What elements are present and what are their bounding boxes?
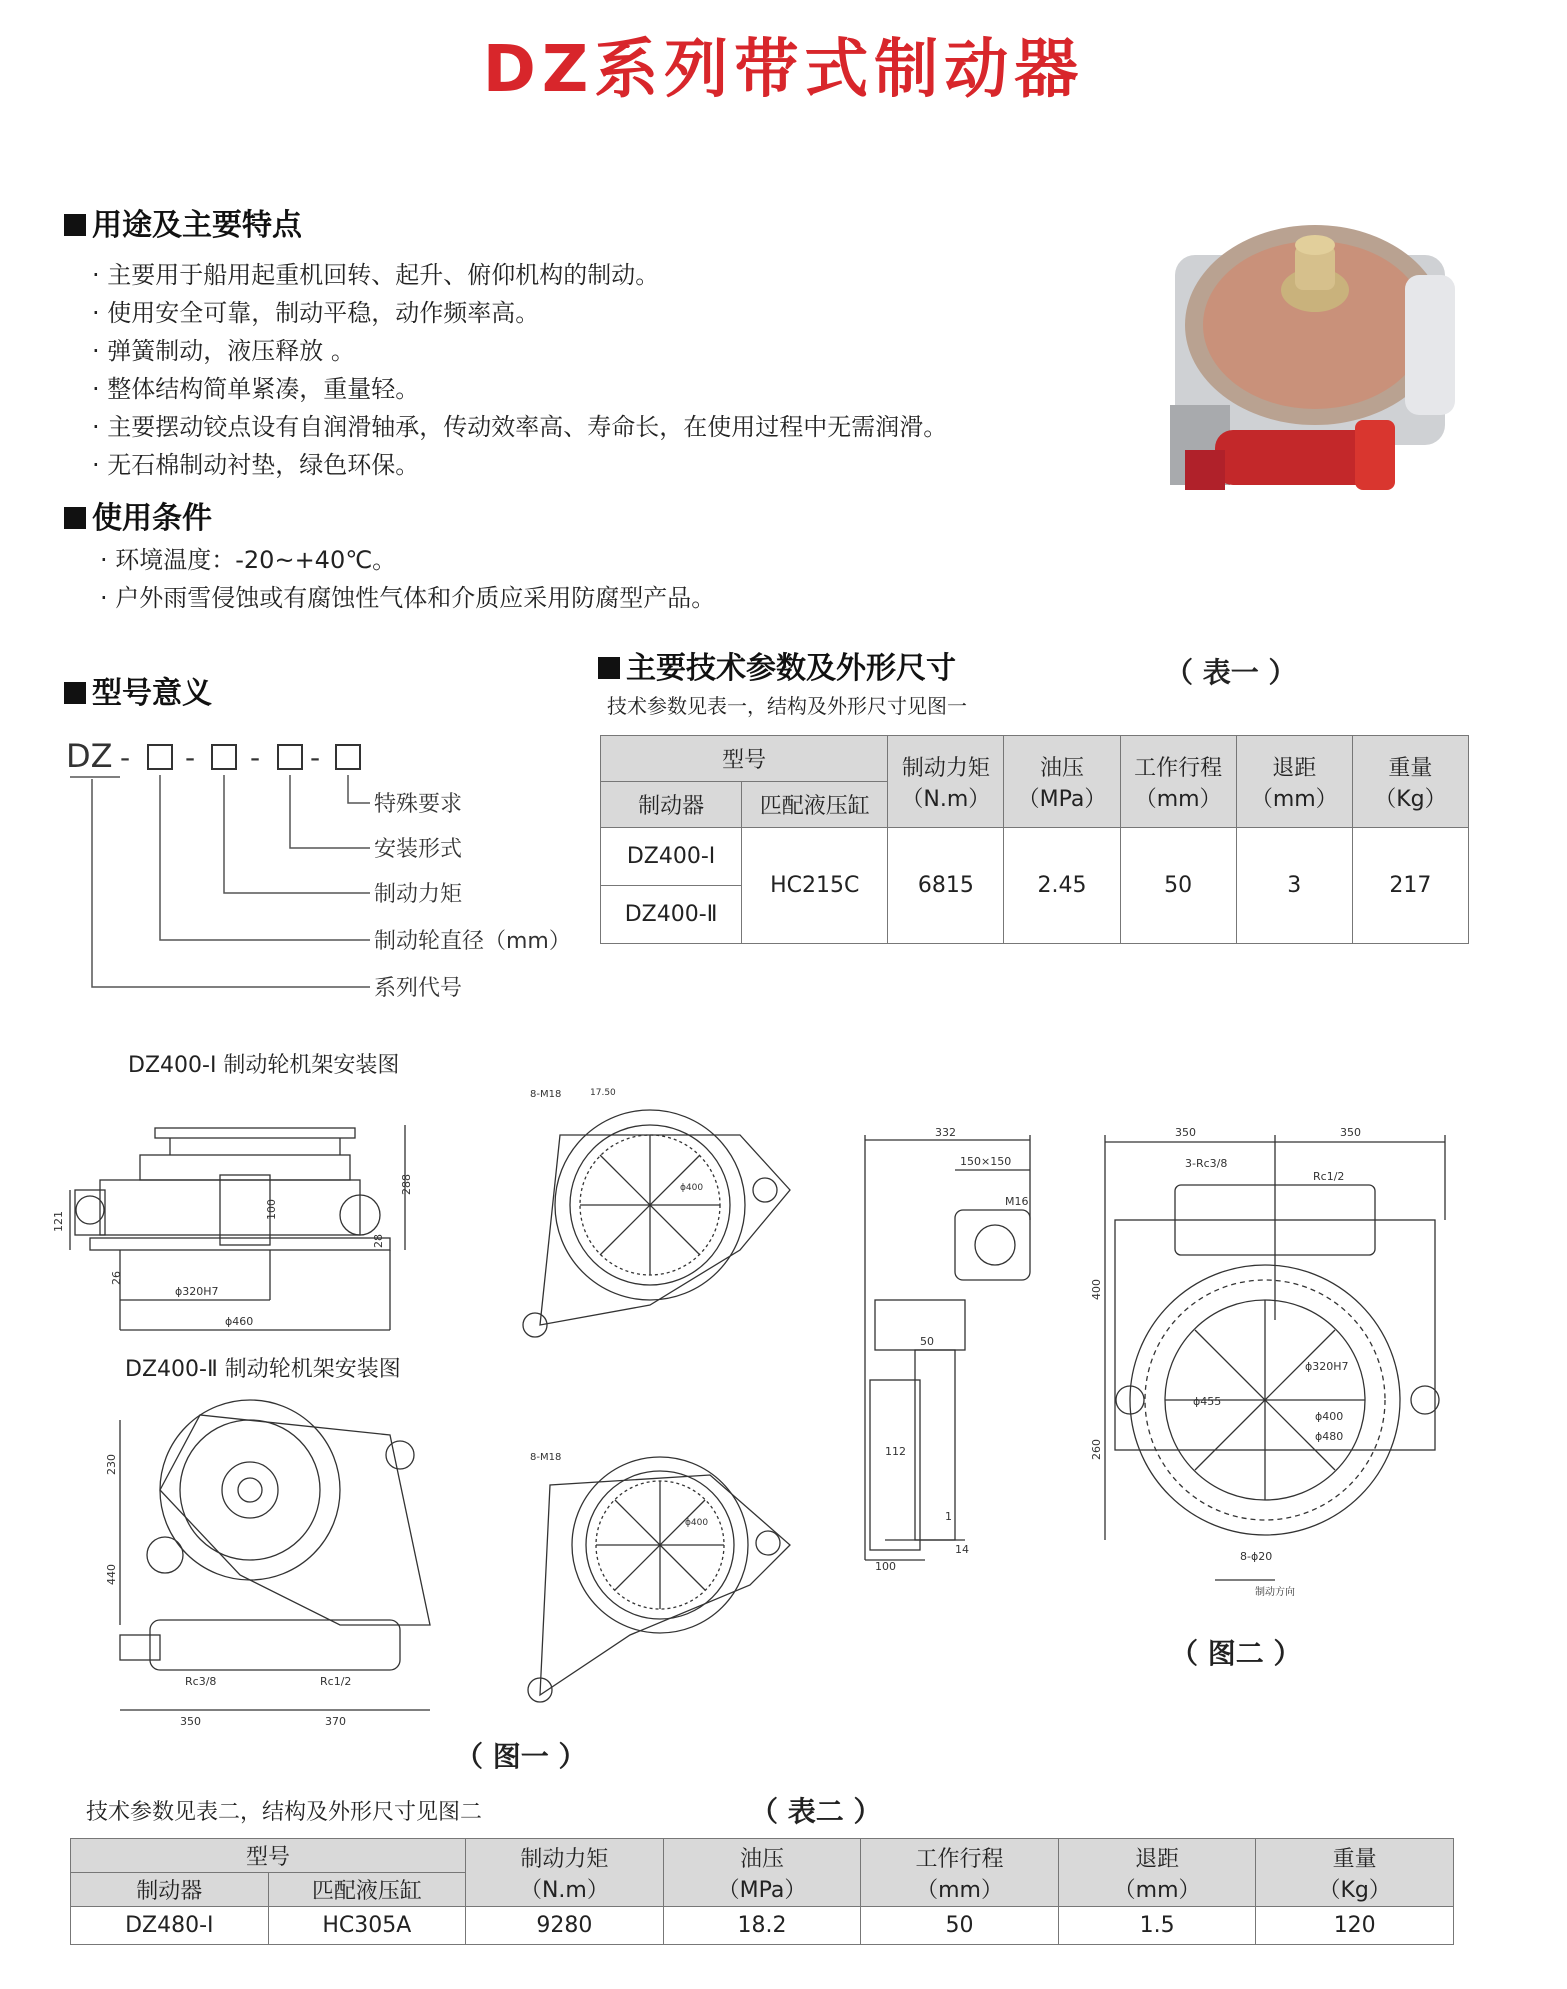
square-bullet-icon: [64, 214, 86, 236]
fig1b-side-view: [100, 1395, 460, 1735]
code-label: 特殊要求: [374, 792, 463, 817]
svg-text:ϕ460: ϕ460: [225, 1315, 254, 1328]
conditions-list: [100, 541, 715, 617]
svg-text:-: -: [250, 741, 261, 774]
specs-note: 技术参数见表一，结构及外形尺寸见图一: [607, 694, 967, 718]
svg-text:150×150: 150×150: [960, 1155, 1012, 1168]
page-title: DZ系列带式制动器: [482, 33, 1085, 107]
table1-value-cell: 2.45: [1004, 828, 1120, 944]
table1-col-header: 退距 （mm）: [1236, 736, 1352, 828]
table1-brake-header: 制动器: [601, 782, 742, 828]
table2-label: （ 表二 ）: [750, 1795, 882, 1828]
square-bullet-icon: [598, 657, 620, 679]
code-label: 安装形式: [374, 837, 463, 862]
condition-item: · 户外雨雪侵蚀或有腐蚀性气体和介质应采用防腐型产品。: [100, 584, 716, 612]
svg-text:3-Rc3/8: 3-Rc3/8: [1185, 1157, 1228, 1170]
table2-value-cell: 9280: [466, 1907, 664, 1945]
table2-cylinder-header: 匹配液压缸: [268, 1873, 466, 1907]
table2-col-header: 工作行程 （mm）: [861, 1839, 1059, 1907]
feature-item: · 主要摆动铰点设有自润滑轴承，传动效率高、寿命长，在使用过程中无需润滑。: [92, 413, 948, 441]
table2-col-header: 重量 （Kg）: [1256, 1839, 1454, 1907]
svg-text:350: 350: [180, 1715, 201, 1728]
svg-text:28: 28: [372, 1234, 385, 1248]
svg-text:ϕ400: ϕ400: [685, 1518, 709, 1528]
table2-col-header: 制动力矩 （N.m）: [466, 1839, 664, 1907]
table1-value-cell: 217: [1352, 828, 1468, 944]
svg-text:440: 440: [105, 1564, 118, 1585]
conditions-heading: 使用条件: [64, 493, 212, 537]
svg-text:370: 370: [325, 1715, 346, 1728]
table2-cylinder-cell: HC305A: [268, 1907, 466, 1945]
fig1a-side-view: [52, 1120, 440, 1330]
brake-product-photo: [1155, 215, 1475, 505]
code-label: 制动轮直径（mm）: [374, 929, 571, 954]
table1-col-header: 油压 （MPa）: [1004, 736, 1120, 828]
table2-note: 技术参数见表二，结构及外形尺寸见图二: [86, 1800, 483, 1825]
feature-item: · 整体结构简单紧凑，重量轻。: [92, 375, 420, 403]
table2-value-cell: 50: [861, 1907, 1059, 1945]
code-label: 系列代号: [374, 976, 463, 1001]
table1-cylinder-cell: HC215C: [742, 828, 888, 944]
svg-text:-: -: [120, 741, 131, 774]
table1-brake-cell: DZ400-Ⅰ: [601, 828, 742, 886]
feature-item: · 使用安全可靠，制动平稳，动作频率高。: [92, 299, 540, 327]
fig1a-front-view: [500, 1075, 810, 1345]
features-heading: 用途及主要特点: [64, 200, 302, 244]
table2: [70, 1838, 1454, 1945]
table1-model-header: 型号: [601, 736, 888, 782]
table1-value-cell: 3: [1236, 828, 1352, 944]
fig2-caption: （ 图二 ）: [1170, 1637, 1302, 1670]
svg-text:1: 1: [945, 1510, 952, 1523]
svg-text:288: 288: [400, 1174, 413, 1195]
svg-text:ϕ480: ϕ480: [1315, 1430, 1344, 1443]
svg-text:8-M18: 8-M18: [530, 1089, 562, 1100]
svg-text:14: 14: [955, 1543, 969, 1556]
svg-text:制动方向: 制动方向: [1255, 1587, 1295, 1598]
table1-brake-cell: DZ400-Ⅱ: [601, 886, 742, 944]
svg-text:M16: M16: [1005, 1195, 1029, 1208]
fig1b-label: DZ400-Ⅱ 制动轮机架安装图: [125, 1357, 401, 1382]
svg-text:-: -: [310, 741, 321, 774]
table1-value-cell: 6815: [888, 828, 1004, 944]
svg-text:332: 332: [935, 1126, 956, 1139]
table2-brake-header: 制动器: [71, 1873, 269, 1907]
specs-heading: 主要技术参数及外形尺寸: [598, 643, 956, 687]
svg-text:350: 350: [1175, 1126, 1196, 1139]
fig1-caption: （ 图一 ）: [455, 1740, 587, 1773]
code-label: 制动力矩: [374, 882, 463, 907]
svg-text:112: 112: [885, 1445, 906, 1458]
svg-text:350: 350: [1340, 1126, 1361, 1139]
fig1a-label: DZ400-Ⅰ 制动轮机架安装图: [128, 1053, 400, 1078]
table1-cylinder-header: 匹配液压缸: [742, 782, 888, 828]
model-code-prefix: DZ: [66, 737, 113, 775]
svg-text:Rc1/2: Rc1/2: [1313, 1170, 1345, 1183]
table1-col-header: 工作行程 （mm）: [1120, 736, 1236, 828]
svg-text:8-M18: 8-M18: [530, 1452, 562, 1463]
svg-text:Rc1/2: Rc1/2: [320, 1675, 352, 1688]
svg-text:26: 26: [110, 1271, 123, 1285]
svg-text:-: -: [185, 741, 196, 774]
svg-text:50: 50: [920, 1335, 934, 1348]
table1-value-cell: 50: [1120, 828, 1236, 944]
svg-text:ϕ400: ϕ400: [1315, 1410, 1344, 1423]
square-bullet-icon: [64, 682, 86, 704]
svg-text:400: 400: [1090, 1279, 1103, 1300]
feature-item: · 弹簧制动，液压释放 。: [92, 337, 355, 365]
svg-text:121: 121: [52, 1211, 65, 1232]
fig2-front-view: [1075, 1120, 1465, 1610]
table1: [600, 735, 1469, 944]
model-code-diagram: [60, 735, 600, 1015]
feature-item: · 无石棉制动衬垫，绿色环保。: [92, 451, 420, 479]
table2-col-header: 油压 （MPa）: [663, 1839, 861, 1907]
svg-text:230: 230: [105, 1454, 118, 1475]
svg-text:100: 100: [875, 1560, 896, 1573]
square-bullet-icon: [64, 507, 86, 529]
table2-value-cell: 1.5: [1058, 1907, 1256, 1945]
svg-text:260: 260: [1090, 1439, 1103, 1460]
model-meaning-heading: 型号意义: [64, 668, 212, 712]
table2-value-cell: 18.2: [663, 1907, 861, 1945]
svg-text:8-ϕ20: 8-ϕ20: [1240, 1550, 1273, 1563]
fig1b-front-view: [510, 1435, 810, 1715]
table1-col-header: 重量 （Kg）: [1352, 736, 1468, 828]
features-list: [92, 256, 947, 484]
table2-model-header: 型号: [71, 1839, 466, 1873]
table1-col-header: 制动力矩 （N.m）: [888, 736, 1004, 828]
condition-item: · 环境温度：-20~+40℃。: [100, 546, 397, 574]
svg-text:ϕ455: ϕ455: [1193, 1395, 1222, 1408]
fig2-side-view: [855, 1120, 1045, 1573]
svg-text:17.50: 17.50: [590, 1088, 616, 1098]
table2-brake-cell: DZ480-Ⅰ: [71, 1907, 269, 1945]
svg-text:100: 100: [265, 1199, 278, 1220]
svg-text:Rc3/8: Rc3/8: [185, 1675, 217, 1688]
table1-label: （ 表一 ）: [1165, 656, 1297, 689]
table2-col-header: 退距 （mm）: [1058, 1839, 1256, 1907]
table2-value-cell: 120: [1256, 1907, 1454, 1945]
feature-item: · 主要用于船用起重机回转、起升、俯仰机构的制动。: [92, 261, 660, 289]
svg-text:ϕ400: ϕ400: [680, 1183, 704, 1193]
svg-text:ϕ320H7: ϕ320H7: [175, 1285, 219, 1298]
svg-text:ϕ320H7: ϕ320H7: [1305, 1360, 1349, 1373]
